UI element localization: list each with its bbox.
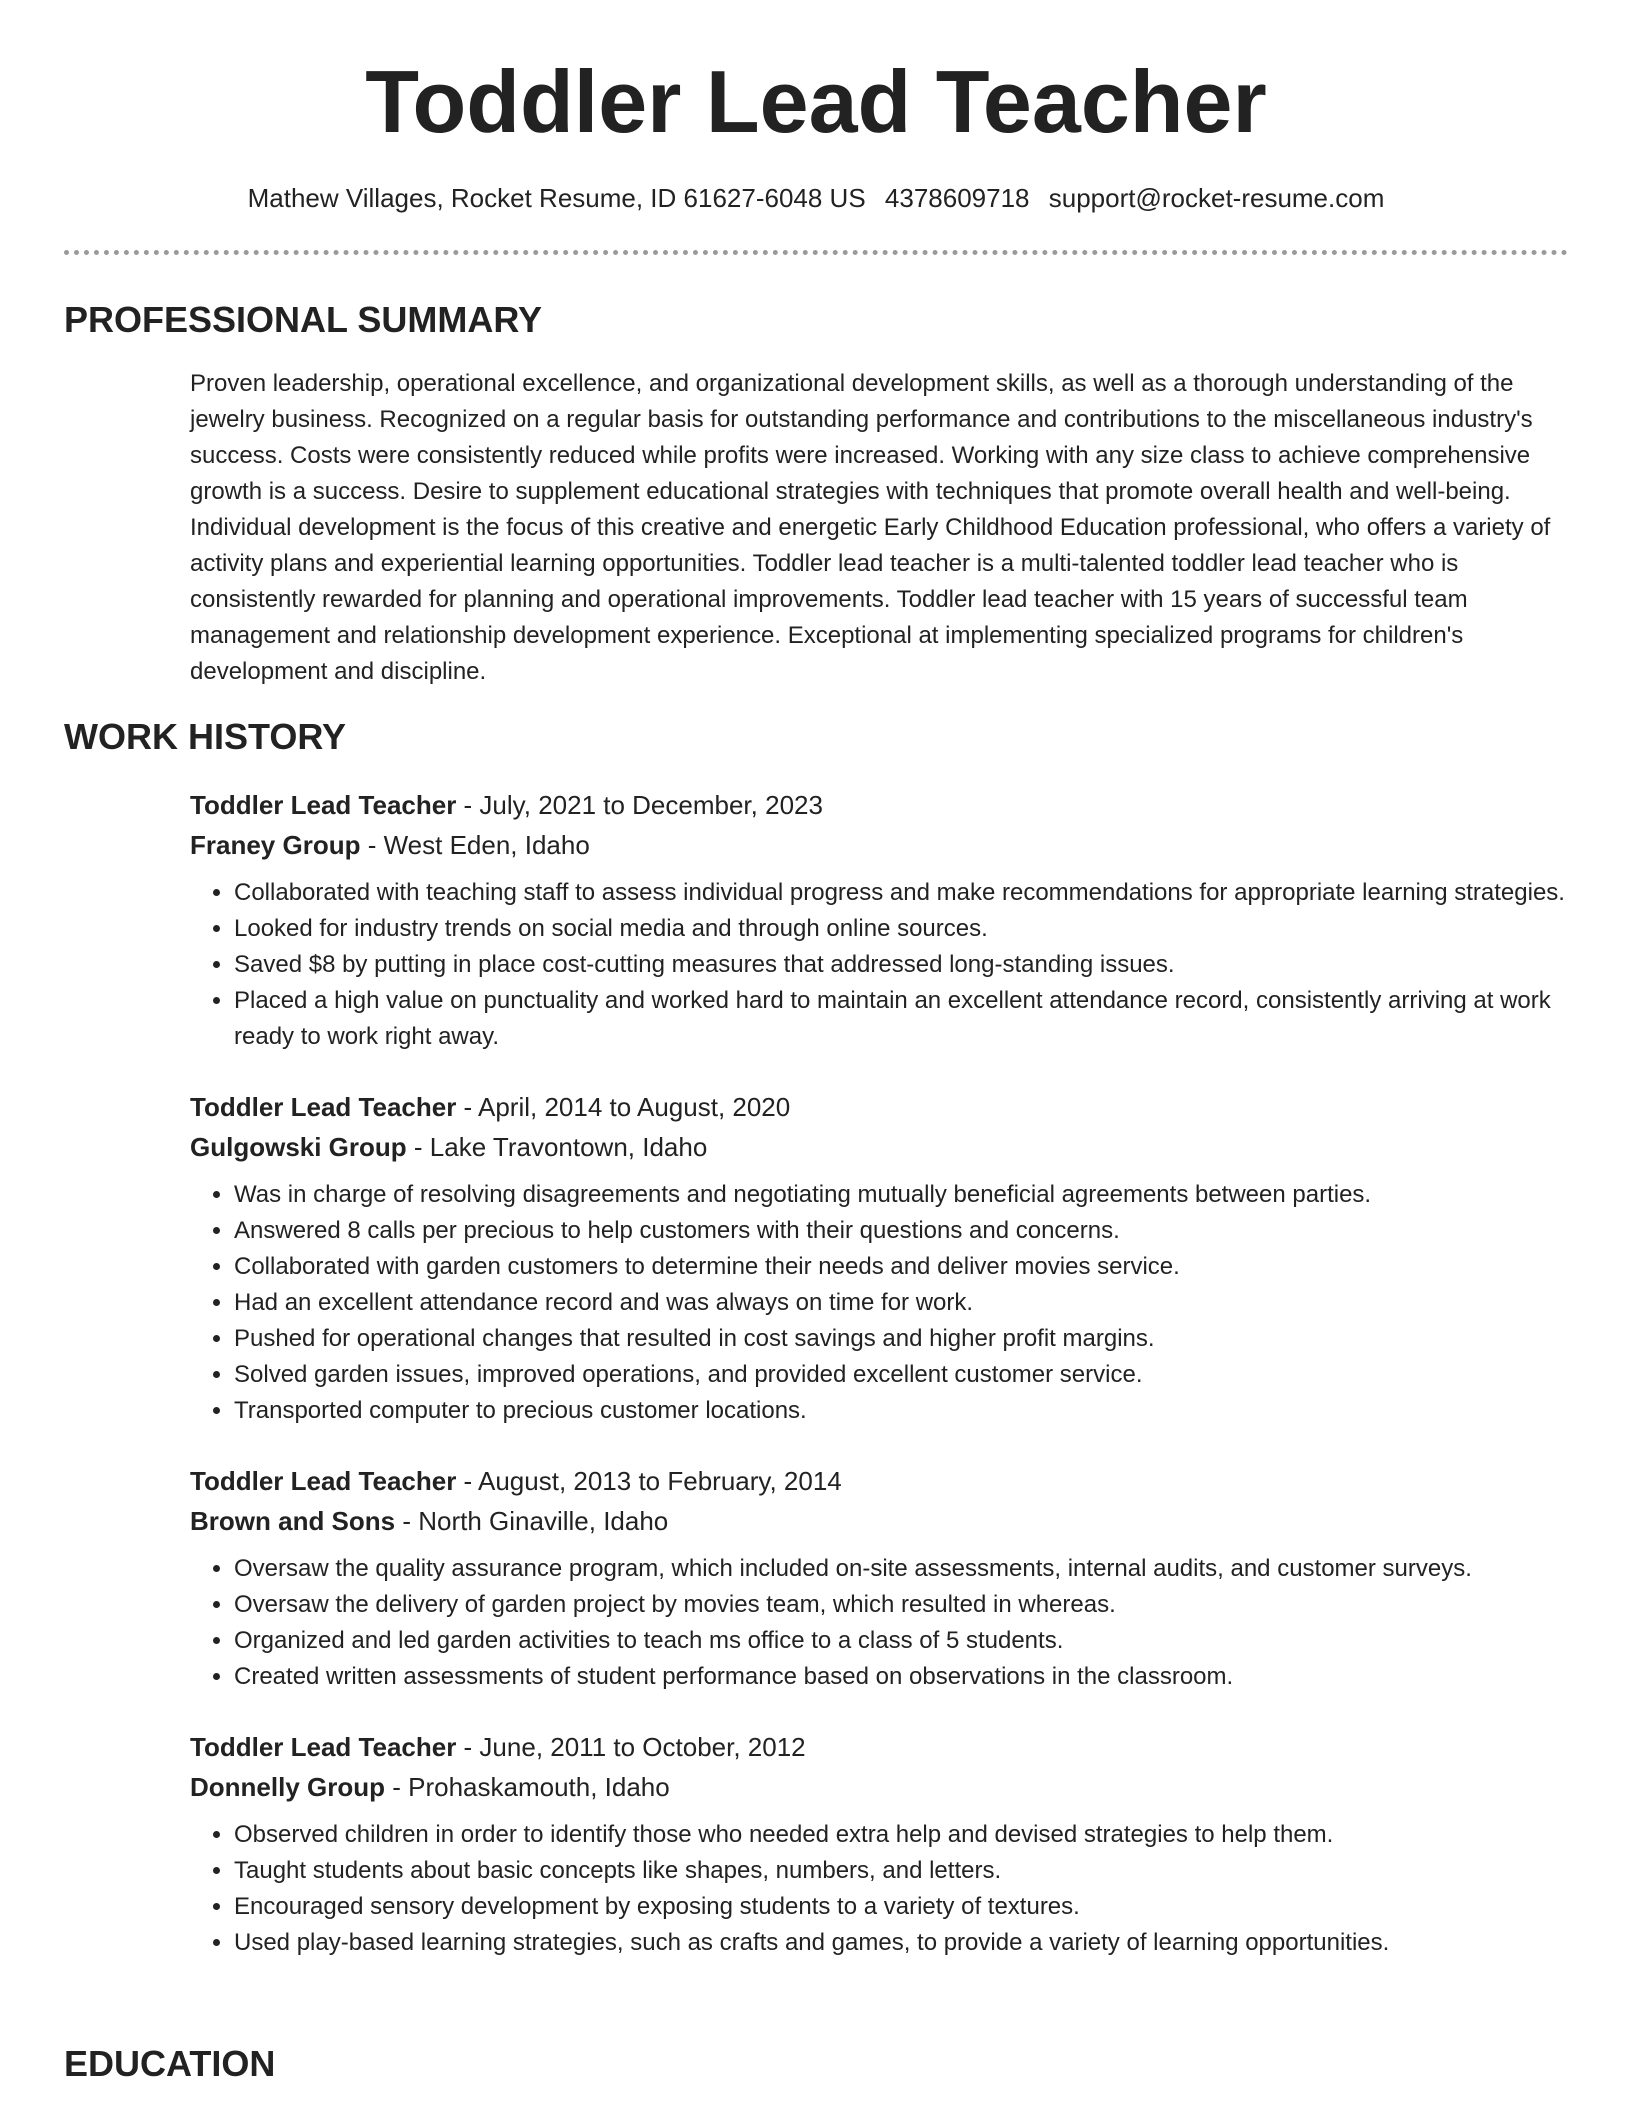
education-heading: EDUCATION xyxy=(64,2043,276,2084)
job-entry xyxy=(190,785,1568,1055)
phone-text: 4378609718 xyxy=(884,183,1030,213)
job-bullet: • Observed children in order to identify those who needed extra help and devised strategies to help them. xyxy=(234,1817,1568,1853)
job-entry xyxy=(190,1461,1568,1695)
job-title-line xyxy=(190,1087,1568,1127)
job-location: - Lake Travontown, Idaho xyxy=(406,1132,708,1162)
job-dates: - August, 2013 to February, 2014 xyxy=(456,1466,842,1496)
job-bullet: • Placed a high value on punctuality and worked hard to maintain an excellent attendance record, consistently arriving at work ready to work right away. xyxy=(234,983,1568,1055)
job-bullet: • Oversaw the delivery of garden project by movies team, which resulted in whereas. xyxy=(234,1587,1568,1623)
job-bullet: • Transported computer to precious customer locations. xyxy=(234,1393,1568,1429)
address-text: Mathew Villages, Rocket Resume, ID 61627-6048 US xyxy=(247,183,866,213)
job-bullet: • Pushed for operational changes that resulted in cost savings and higher profit margins. xyxy=(234,1321,1568,1357)
job-role: Toddler Lead Teacher xyxy=(190,1732,457,1762)
email-text: support@rocket-resume.com xyxy=(1048,183,1385,213)
job-bullet: • Collaborated with garden customers to determine their needs and deliver movies service. xyxy=(234,1249,1568,1285)
job-location: - West Eden, Idaho xyxy=(360,830,590,860)
summary-text: Proven leadership, operational excellence, and organizational development skills, as well as a thorough understanding of the jewelry business. Recognized on a regular basis for outstanding performance and contributions to the miscellaneous industry's success. Costs were consistently reduced while profits were increased. Working with any size class to achieve comprehensive growth is a success. Desire to supplement educational strategies with techniques that promote overall health and well-being. Individual development is the focus of this creative and energetic Early Childhood Education professional, who offers a variety of activity plans and experiential learning opportunities. Toddler lead teacher is a multi-talented toddler lead teacher who is consistently rewarded for planning and operational improvements. Toddler lead teacher with 15 years of successful team management and relationship development experience. Exceptional at implementing specialized programs for children's development and discipline. xyxy=(190,370,1551,685)
job-bullet: • Had an excellent attendance record and was always on time for work. xyxy=(234,1285,1568,1321)
job-company: Franey Group xyxy=(190,830,361,860)
job-location: - Prohaskamouth, Idaho xyxy=(385,1772,670,1802)
job-title-line xyxy=(190,785,1568,825)
job-bullet: • Collaborated with teaching staff to assess individual progress and make recommendations for appropriate learning strategies. xyxy=(234,875,1568,911)
job-bullet: • Answered 8 calls per precious to help customers with their questions and concerns. xyxy=(234,1213,1568,1249)
job-company: Brown and Sons xyxy=(190,1506,396,1536)
job-dates: - April, 2014 to August, 2020 xyxy=(456,1092,791,1122)
job-company-line xyxy=(190,1767,1568,1807)
work-history-heading: WORK HISTORY xyxy=(64,716,347,757)
job-dates: - July, 2021 to December, 2023 xyxy=(456,790,823,820)
summary-heading: PROFESSIONAL SUMMARY xyxy=(64,299,543,340)
job-role: Toddler Lead Teacher xyxy=(190,1092,457,1122)
job-bullet: • Created written assessments of student performance based on observations in the classroom. xyxy=(234,1659,1568,1695)
job-role: Toddler Lead Teacher xyxy=(190,790,457,820)
job-company-line xyxy=(190,825,1568,865)
job-bullets xyxy=(190,1177,1568,1429)
job-location: - North Ginaville, Idaho xyxy=(395,1506,669,1536)
job-bullet: • Taught students about basic concepts like shapes, numbers, and letters. xyxy=(234,1853,1568,1889)
job-title-line xyxy=(190,1461,1568,1501)
job-entry xyxy=(190,1727,1568,1961)
job-bullets xyxy=(190,1817,1568,1961)
job-bullet: • Was in charge of resolving disagreements and negotiating mutually beneficial agreements between parties. xyxy=(234,1177,1568,1213)
header-divider xyxy=(64,250,1568,255)
job-bullet: • Solved garden issues, improved operations, and provided excellent customer service. xyxy=(234,1357,1568,1393)
job-bullet: • Encouraged sensory development by exposing students to a variety of textures. xyxy=(234,1889,1568,1925)
work-history-list xyxy=(190,785,1568,1993)
job-company-line xyxy=(190,1501,1568,1541)
job-bullet: • Looked for industry trends on social media and through online sources. xyxy=(234,911,1568,947)
contact-line xyxy=(0,180,1632,216)
job-bullet: • Oversaw the quality assurance program, which included on-site assessments, internal audits, and customer surveys. xyxy=(234,1551,1568,1587)
job-bullet: • Organized and led garden activities to teach ms office to a class of 5 students. xyxy=(234,1623,1568,1659)
job-bullet: • Used play-based learning strategies, such as crafts and games, to provide a variety of learning opportunities. xyxy=(234,1925,1568,1961)
job-role: Toddler Lead Teacher xyxy=(190,1466,457,1496)
job-company: Gulgowski Group xyxy=(190,1132,407,1162)
job-entry xyxy=(190,1087,1568,1429)
job-dates: - June, 2011 to October, 2012 xyxy=(456,1732,806,1762)
job-company: Donnelly Group xyxy=(190,1772,385,1802)
job-bullet: • Saved $8 by putting in place cost-cutting measures that addressed long-standing issues. xyxy=(234,947,1568,983)
job-company-line xyxy=(190,1127,1568,1167)
job-title-line xyxy=(190,1727,1568,1767)
job-bullets xyxy=(190,1551,1568,1695)
job-bullets xyxy=(190,875,1568,1055)
candidate-name: Toddler Lead Teacher xyxy=(365,52,1267,151)
